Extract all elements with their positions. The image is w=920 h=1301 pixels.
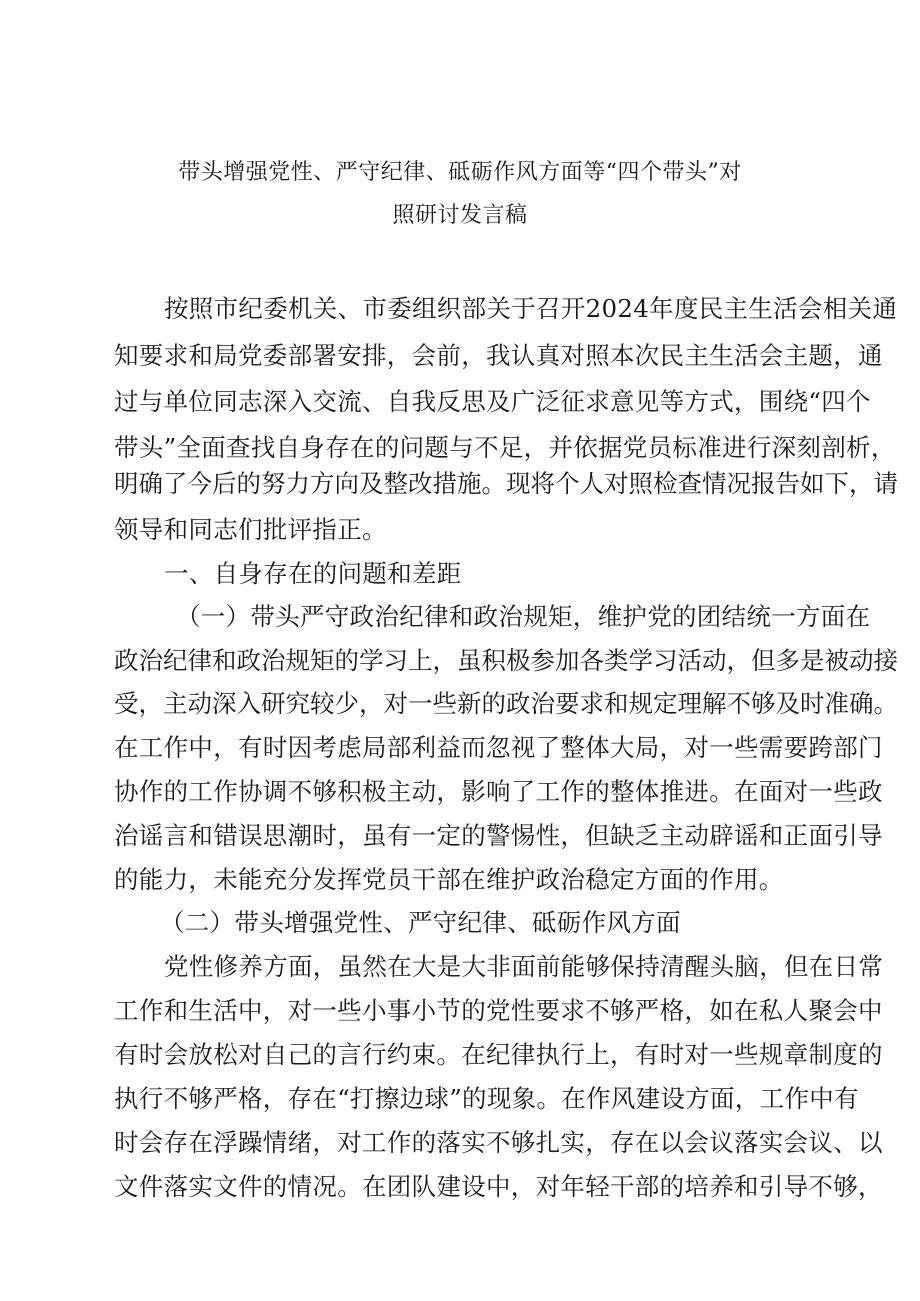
body-line-10: 受，主动深入研究较少，对一些新的政治要求和规定理解不够及时准确。 xyxy=(114,689,898,718)
body-line-6: 领导和同志们批评指正。 xyxy=(114,515,387,544)
body-line-4: 带头”全面查找自身存在的问题与不足，并依据党员标准进行深刻剖析， xyxy=(114,433,896,462)
body-line-17: 工作和生活中，对一些小事小节的党性要求不够严格，如在私人聚会中 xyxy=(114,996,883,1025)
body-line-9: 政治纪律和政治规矩的学习上，虽积极参加各类学习活动，但多是被动接 xyxy=(114,646,898,675)
document-title-line-1: 带头增强党性、严守纪律、砥砺作风方面等“四个带头”对 xyxy=(178,160,742,185)
body-line-14: 的能力，未能充分发挥党员干部在维护政治稳定方面的作用。 xyxy=(114,865,784,894)
body-line-16: 党性修养方面，虽然在大是大非面前能够保持清醒头脑，但在日常 xyxy=(164,952,884,981)
body-line-5: 明确了今后的努力方向及整改措施。现将个人对照检查情况报告如下，请 xyxy=(114,469,898,498)
body-line-21: 文件落实文件的情况。在团队建设中，对年轻干部的培养和引导不够， xyxy=(114,1172,883,1201)
body-line-18: 有时会放松对自己的言行约束。在纪律执行上，有时对一些规章制度的 xyxy=(114,1040,883,1069)
body-line-20: 时会存在浮躁情绪，对工作的落实不够扎实，存在以会议落实会议、以 xyxy=(114,1128,883,1157)
subsection-heading-1: （一）带头严守政治纪律和政治规矩，维护党的团结统一方面在 xyxy=(176,602,871,631)
body-line-19: 执行不够严格，存在“打擦边球”的现象。在作风建设方面，工作中有 xyxy=(114,1084,859,1113)
document-title-line-2: 照研讨发言稿 xyxy=(392,203,528,228)
body-line-11: 在工作中，有时因考虑局部利益而忽视了整体大局，对一些需要跨部门 xyxy=(114,733,883,762)
body-line-3: 过与单位同志深入交流、自我反思及广泛征求意见等方式，围绕“四个 xyxy=(114,387,871,416)
body-line-12: 协作的工作协调不够积极主动，影响了工作的整体推进。在面对一些政 xyxy=(114,777,883,806)
body-line-1: 按照市纪委机关、市委组织部关于召开2024年度民主生活会相关通 xyxy=(164,294,898,323)
body-line-13: 治谣言和错误思潮时，虽有一定的警惕性，但缺乏主动辟谣和正面引导 xyxy=(114,821,883,850)
section-heading-1: 一、自身存在的问题和差距 xyxy=(164,559,462,588)
subsection-heading-2: （二）带头增强党性、严守纪律、砥砺作风方面 xyxy=(160,908,681,937)
body-line-2: 知要求和局党委部署安排，会前，我认真对照本次民主生活会主题，通 xyxy=(114,341,883,370)
